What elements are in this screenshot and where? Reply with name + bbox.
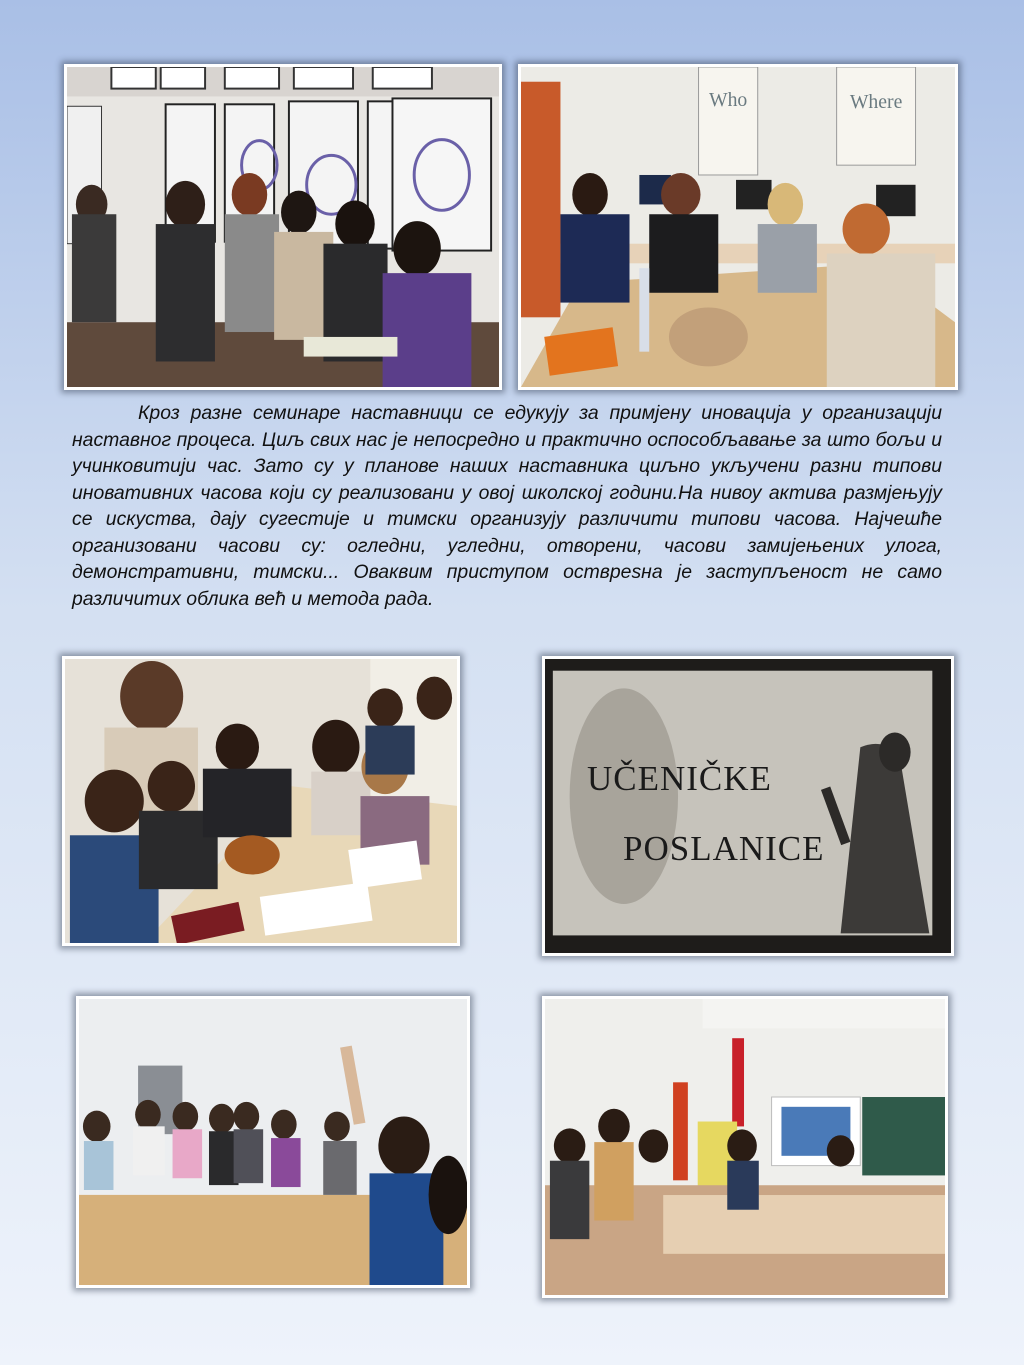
seminar-music-room-image xyxy=(67,67,499,387)
paragraph-text: Кроз разне семинаре наставници се едукују за примјену иновација у организацији наставног процеса. Циљ свих нас је непосредно и практично оспособљавање за што бољи и учинковитији час. Зато су у планове наших наставника циљно укључени разни типови иновативних часова који су реализовани у овој школској години.На нивоу актива размјењују се искуства, дају сугестије и тимски организују различити типови часова. Најчешће организовани часови су: огледни, угледни, отворени, часови замијењених улога, демонстративни, тимски... Оваквим приступом оствреsна је заступљеност не само различитих облика већ и метода рада. xyxy=(72,402,942,610)
photo-seminar-table xyxy=(518,64,958,390)
photo-classroom-projector xyxy=(542,996,948,1298)
photo-classroom-circle xyxy=(76,996,470,1288)
seminar-table-image xyxy=(521,67,955,387)
photo-seminar-music-room xyxy=(64,64,502,390)
classroom-projector-image xyxy=(545,999,945,1295)
classroom-circle-image xyxy=(79,999,467,1285)
slide-title-line2: POSLANICE xyxy=(623,829,825,868)
slide-title-line1: UČENIČKE xyxy=(587,759,772,798)
students-group-image xyxy=(65,659,457,943)
poster-left-label: Who xyxy=(708,89,748,112)
photo-slide-poslanice xyxy=(542,656,954,956)
poster-right-label: Where xyxy=(849,91,903,114)
body-paragraph xyxy=(72,400,942,612)
slide-background-image xyxy=(545,659,951,953)
photo-students-group xyxy=(62,656,460,946)
